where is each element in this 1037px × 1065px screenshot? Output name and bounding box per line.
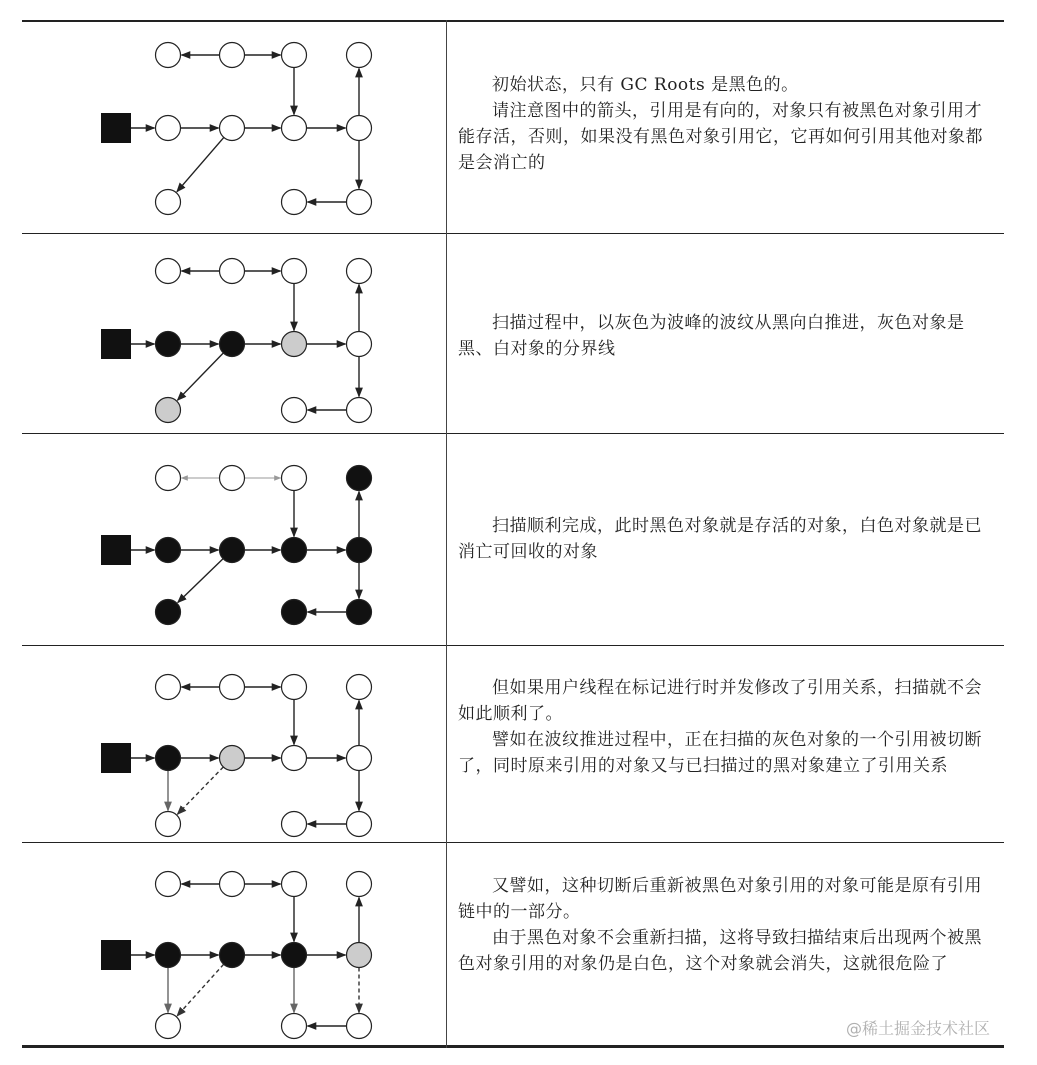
row-description bbox=[458, 72, 998, 176]
object-node bbox=[220, 538, 245, 563]
gc-marking-table bbox=[22, 20, 1004, 1048]
gc-root-square bbox=[101, 743, 131, 773]
table-row bbox=[22, 20, 1004, 233]
object-node bbox=[156, 600, 181, 625]
object-node bbox=[220, 872, 245, 897]
object-node bbox=[347, 746, 372, 771]
paragraph: 扫描过程中，以灰色为波峰的波纹从黑向白推进，灰色对象是黑、白对象的分界线 bbox=[458, 313, 965, 359]
row-description bbox=[458, 513, 998, 565]
object-node bbox=[282, 190, 307, 215]
table-row bbox=[22, 433, 1004, 645]
object-node bbox=[220, 332, 245, 357]
object-node bbox=[347, 466, 372, 491]
table-row bbox=[22, 645, 1004, 842]
object-node bbox=[282, 675, 307, 700]
object-node bbox=[347, 1014, 372, 1039]
object-node bbox=[156, 538, 181, 563]
row-description bbox=[458, 675, 998, 779]
object-node bbox=[282, 466, 307, 491]
object-node bbox=[156, 746, 181, 771]
object-node bbox=[282, 812, 307, 837]
object-node bbox=[347, 190, 372, 215]
object-node bbox=[347, 872, 372, 897]
object-node bbox=[282, 600, 307, 625]
object-node bbox=[347, 116, 372, 141]
object-node bbox=[156, 116, 181, 141]
paragraph: 但如果用户线程在标记进行时并发修改了引用关系，扫描就不会如此顺利了。 bbox=[458, 678, 982, 724]
object-graph-diagram bbox=[22, 842, 446, 1045]
paragraph: 初始状态，只有 GC Roots 是黑色的。 bbox=[492, 75, 799, 95]
object-node bbox=[220, 466, 245, 491]
object-graph-diagram bbox=[22, 433, 446, 645]
table-row bbox=[22, 842, 1004, 1045]
object-node bbox=[347, 259, 372, 284]
object-node bbox=[156, 943, 181, 968]
row-description bbox=[458, 873, 998, 977]
object-node bbox=[347, 398, 372, 423]
object-node bbox=[282, 259, 307, 284]
object-node bbox=[347, 812, 372, 837]
object-node bbox=[220, 116, 245, 141]
object-node bbox=[347, 675, 372, 700]
table-row bbox=[22, 233, 1004, 433]
object-node bbox=[156, 43, 181, 68]
object-node bbox=[282, 872, 307, 897]
gc-root-square bbox=[101, 940, 131, 970]
object-node bbox=[347, 600, 372, 625]
object-node bbox=[156, 812, 181, 837]
object-node bbox=[347, 943, 372, 968]
reference-arrow bbox=[177, 137, 224, 191]
object-node bbox=[220, 43, 245, 68]
object-node bbox=[156, 398, 181, 423]
object-node bbox=[156, 1014, 181, 1039]
reference-arrow bbox=[178, 559, 223, 603]
object-graph-diagram bbox=[22, 645, 446, 842]
object-node bbox=[282, 943, 307, 968]
reference-arrow bbox=[177, 353, 223, 400]
paragraph: 扫描顺利完成，此时黑色对象就是存活的对象，白色对象就是已消亡可回收的对象 bbox=[458, 516, 982, 562]
object-node bbox=[220, 259, 245, 284]
gc-root-square bbox=[101, 113, 131, 143]
object-graph-diagram bbox=[22, 20, 446, 233]
paragraph: 又譬如，这种切断后重新被黑色对象引用的对象可能是原有引用链中的一部分。 bbox=[458, 876, 982, 922]
watermark: @稀土掘金技术社区 bbox=[846, 1019, 991, 1038]
object-node bbox=[347, 332, 372, 357]
object-node bbox=[156, 190, 181, 215]
object-node bbox=[220, 746, 245, 771]
paragraph: 请注意图中的箭头，引用是有向的，对象只有被黑色对象引用才能存活，否则，如果没有黑色对象引用它，它再如何引用其他对象都是会消亡的 bbox=[458, 101, 983, 173]
gc-root-square bbox=[101, 329, 131, 359]
object-node bbox=[282, 538, 307, 563]
object-node bbox=[347, 43, 372, 68]
object-node bbox=[220, 943, 245, 968]
object-node bbox=[282, 398, 307, 423]
object-node bbox=[282, 1014, 307, 1039]
object-node bbox=[282, 116, 307, 141]
object-node bbox=[282, 332, 307, 357]
object-node bbox=[156, 259, 181, 284]
object-node bbox=[156, 332, 181, 357]
row-description bbox=[458, 310, 998, 362]
reference-arrow bbox=[177, 964, 224, 1016]
object-node bbox=[282, 746, 307, 771]
reference-arrow bbox=[177, 767, 223, 814]
object-node bbox=[282, 43, 307, 68]
object-node bbox=[156, 872, 181, 897]
paragraph: 譬如在波纹推进过程中，正在扫描的灰色对象的一个引用被切断了，同时原来引用的对象又与已扫描过的黑对象建立了引用关系 bbox=[458, 730, 982, 776]
object-node bbox=[156, 675, 181, 700]
object-graph-diagram bbox=[22, 233, 446, 433]
table-bottom-rule bbox=[22, 1045, 1004, 1048]
object-node bbox=[220, 675, 245, 700]
object-node bbox=[347, 538, 372, 563]
object-node bbox=[156, 466, 181, 491]
gc-root-square bbox=[101, 535, 131, 565]
paragraph: 由于黑色对象不会重新扫描，这将导致扫描结束后出现两个被黑色对象引用的对象仍是白色，这个对象就会消失，这就很危险了 bbox=[458, 928, 982, 974]
